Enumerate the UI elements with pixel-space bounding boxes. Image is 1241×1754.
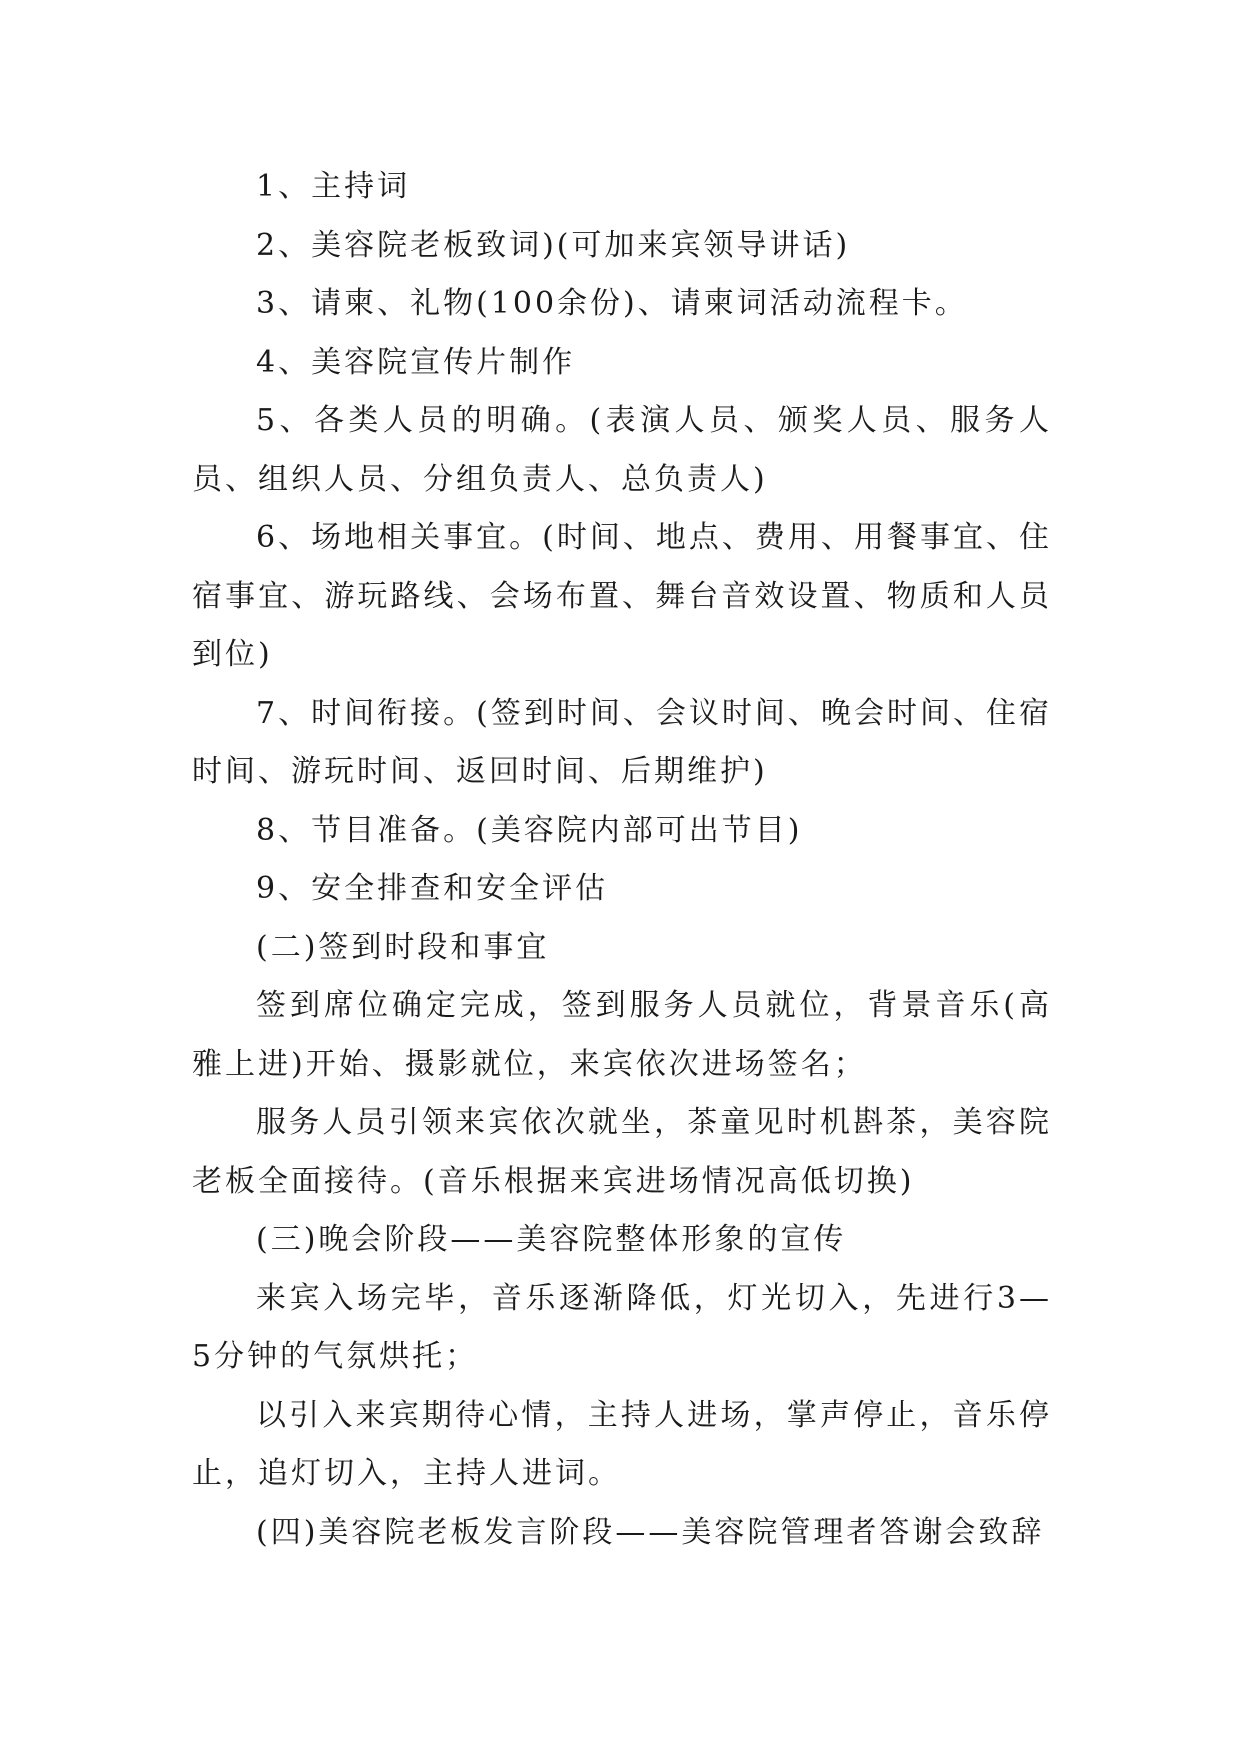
item-safety-check: 9、安全排查和安全评估 [256,871,609,906]
section-heading-evening: (三)晚会阶段——美容院整体形象的宣传 [256,1222,847,1257]
paragraph-host-entry: 以引入来宾期待心情，主持人进场，掌声停止，音乐停止，追灯切入，主持人进词。 [192,1397,1052,1491]
paragraph-guest-seating: 服务人员引领来宾依次就坐，茶童见时机斟茶，美容院老板全面接待。(音乐根据来宾进场情况高低切换) [192,1105,1052,1199]
paragraph-signin-setup: 签到席位确定完成，签到服务人员就位，背景音乐(高雅上进)开始、摄影就位，来宾依次进场签名； [192,988,1052,1082]
paragraph-atmosphere: 来宾入场完毕，音乐逐渐降低，灯光切入，先进行3—5分钟的气氛烘托； [192,1280,1052,1374]
item-time-schedule: 7、时间衔接。(签到时间、会议时间、晚会时间、住宿时间、游玩时间、返回时间、后期维护) [192,695,1052,789]
item-promo-video: 4、美容院宣传片制作 [256,344,576,380]
section-heading-owner-speech: (四)美容院老板发言阶段——美容院管理者答谢会致辞 [256,1514,1045,1550]
document-body [192,158,1052,1562]
item-venue-matters: 6、场地相关事宜。(时间、地点、费用、用餐事宜、住宿事宜、游玩路线、会场布置、舞台音效设置、物质和人员到位) [192,520,1052,672]
item-owner-speech: 2、美容院老板致词)(可加来宾领导讲话) [256,227,851,263]
section-heading-signin: (二)签到时段和事宜 [256,929,550,965]
item-invitations-gifts: 3、请柬、礼物(100余份)、请柬词活动流程卡。 [256,286,968,321]
item-program-prep: 8、节目准备。(美容院内部可出节目) [256,812,803,848]
item-host-speech: 1、主持词 [256,169,411,204]
item-staff-roles: 5、各类人员的明确。(表演人员、颁奖人员、服务人员、组织人员、分组负责人、总负责人) [192,403,1052,497]
